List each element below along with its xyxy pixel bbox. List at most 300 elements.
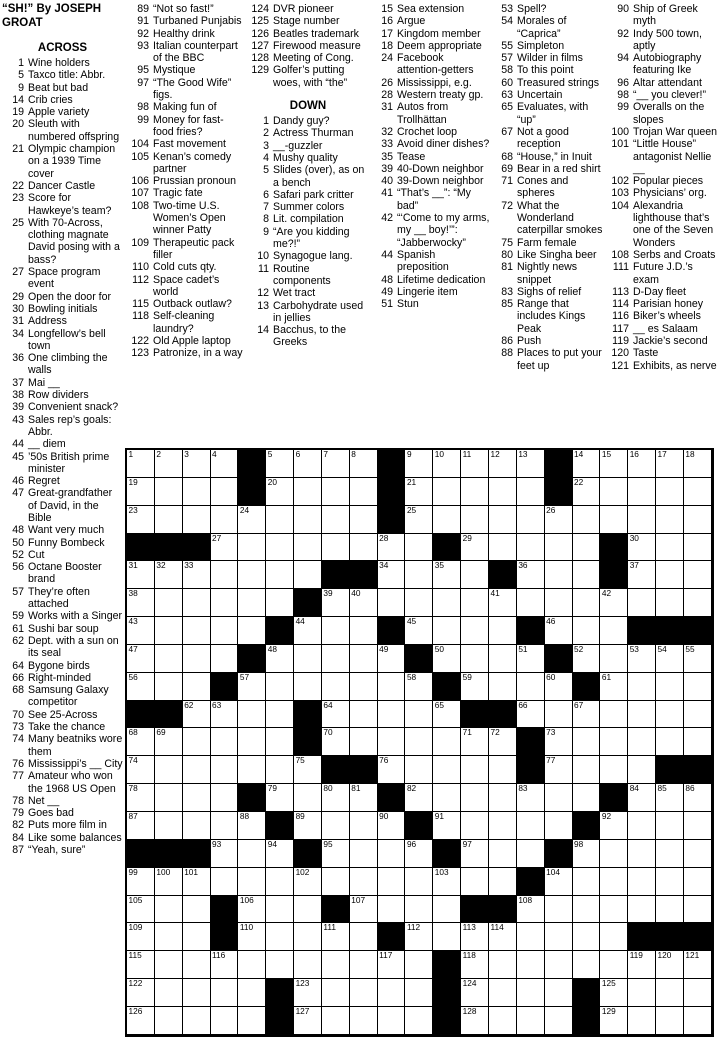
grid-cell[interactable] — [211, 840, 239, 868]
grid-cell[interactable] — [322, 506, 350, 534]
grid-cell[interactable] — [517, 506, 545, 534]
grid-cell[interactable] — [127, 728, 155, 756]
grid-cell[interactable] — [350, 728, 378, 756]
grid-cell[interactable] — [545, 728, 573, 756]
grid-cell[interactable] — [238, 951, 266, 979]
grid-cell[interactable] — [127, 868, 155, 896]
grid-cell[interactable] — [573, 506, 601, 534]
grid-cell[interactable] — [545, 1007, 573, 1035]
grid-cell[interactable] — [322, 1007, 350, 1035]
grid-cell[interactable] — [350, 812, 378, 840]
grid-cell[interactable] — [266, 478, 294, 506]
grid-cell[interactable] — [600, 979, 628, 1007]
grid-cell[interactable] — [155, 1007, 183, 1035]
grid-cell[interactable] — [600, 701, 628, 729]
grid-cell[interactable] — [266, 701, 294, 729]
grid-cell[interactable] — [517, 450, 545, 478]
grid-cell[interactable] — [656, 896, 684, 924]
grid-cell[interactable] — [405, 701, 433, 729]
grid-cell[interactable] — [628, 1007, 656, 1035]
grid-cell[interactable] — [573, 645, 601, 673]
grid-cell[interactable] — [628, 701, 656, 729]
grid-cell[interactable] — [155, 617, 183, 645]
grid-cell[interactable] — [183, 478, 211, 506]
grid-cell[interactable] — [238, 589, 266, 617]
grid-cell[interactable] — [656, 645, 684, 673]
grid-cell[interactable] — [684, 840, 712, 868]
grid-cell[interactable] — [545, 923, 573, 951]
grid-cell[interactable] — [545, 951, 573, 979]
grid-cell[interactable] — [378, 1007, 406, 1035]
grid-cell[interactable] — [600, 478, 628, 506]
grid-cell[interactable] — [294, 784, 322, 812]
grid-cell[interactable] — [573, 478, 601, 506]
grid-cell[interactable] — [628, 979, 656, 1007]
grid-cell[interactable] — [238, 896, 266, 924]
grid-cell[interactable] — [155, 756, 183, 784]
grid-cell[interactable] — [433, 812, 461, 840]
grid-cell[interactable] — [600, 896, 628, 924]
grid-cell[interactable] — [294, 923, 322, 951]
grid-cell[interactable] — [183, 896, 211, 924]
grid-cell[interactable] — [238, 979, 266, 1007]
grid-cell[interactable] — [573, 617, 601, 645]
grid-cell[interactable] — [238, 561, 266, 589]
grid-cell[interactable] — [684, 450, 712, 478]
grid-cell[interactable] — [266, 728, 294, 756]
grid-cell[interactable] — [183, 617, 211, 645]
grid-cell[interactable] — [628, 951, 656, 979]
grid-cell[interactable] — [266, 534, 294, 562]
grid-cell[interactable] — [684, 478, 712, 506]
grid-cell[interactable] — [127, 812, 155, 840]
grid-cell[interactable] — [211, 812, 239, 840]
grid-cell[interactable] — [183, 951, 211, 979]
grid-cell[interactable] — [238, 868, 266, 896]
grid-cell[interactable] — [350, 673, 378, 701]
grid-cell[interactable] — [294, 506, 322, 534]
grid-cell[interactable] — [211, 868, 239, 896]
grid-cell[interactable] — [573, 589, 601, 617]
grid-cell[interactable] — [127, 617, 155, 645]
grid-cell[interactable] — [433, 561, 461, 589]
grid-cell[interactable] — [211, 506, 239, 534]
grid-cell[interactable] — [573, 561, 601, 589]
grid-cell[interactable] — [405, 728, 433, 756]
grid-cell[interactable] — [211, 756, 239, 784]
grid-cell[interactable] — [545, 756, 573, 784]
grid-cell[interactable] — [238, 728, 266, 756]
grid-cell[interactable] — [378, 756, 406, 784]
grid-cell[interactable] — [433, 923, 461, 951]
grid-cell[interactable] — [294, 617, 322, 645]
grid-cell[interactable] — [461, 812, 489, 840]
grid-cell[interactable] — [350, 951, 378, 979]
grid-cell[interactable] — [489, 728, 517, 756]
grid-cell[interactable] — [266, 923, 294, 951]
grid-cell[interactable] — [127, 673, 155, 701]
grid-cell[interactable] — [684, 784, 712, 812]
grid-cell[interactable] — [628, 896, 656, 924]
grid-cell[interactable] — [155, 979, 183, 1007]
grid-cell[interactable] — [545, 534, 573, 562]
grid-cell[interactable] — [294, 951, 322, 979]
grid-cell[interactable] — [183, 812, 211, 840]
grid-cell[interactable] — [517, 1007, 545, 1035]
grid-cell[interactable] — [238, 701, 266, 729]
grid-cell[interactable] — [350, 868, 378, 896]
grid-cell[interactable] — [433, 589, 461, 617]
grid-cell[interactable] — [545, 701, 573, 729]
grid-cell[interactable] — [155, 589, 183, 617]
grid-cell[interactable] — [628, 728, 656, 756]
grid-cell[interactable] — [656, 784, 684, 812]
grid-cell[interactable] — [433, 868, 461, 896]
grid-cell[interactable] — [322, 951, 350, 979]
grid-cell[interactable] — [378, 868, 406, 896]
grid-cell[interactable] — [238, 840, 266, 868]
grid-cell[interactable] — [350, 840, 378, 868]
grid-cell[interactable] — [183, 506, 211, 534]
grid-cell[interactable] — [489, 840, 517, 868]
grid-cell[interactable] — [155, 868, 183, 896]
grid-cell[interactable] — [684, 896, 712, 924]
grid-cell[interactable] — [656, 951, 684, 979]
grid-cell[interactable] — [517, 478, 545, 506]
grid-cell[interactable] — [266, 784, 294, 812]
grid-cell[interactable] — [517, 840, 545, 868]
grid-cell[interactable] — [489, 534, 517, 562]
grid-cell[interactable] — [656, 534, 684, 562]
grid-cell[interactable] — [433, 478, 461, 506]
grid-cell[interactable] — [545, 673, 573, 701]
grid-cell[interactable] — [656, 701, 684, 729]
grid-cell[interactable] — [461, 534, 489, 562]
grid-cell[interactable] — [350, 617, 378, 645]
grid-cell[interactable] — [211, 561, 239, 589]
grid-cell[interactable] — [294, 645, 322, 673]
grid-cell[interactable] — [322, 645, 350, 673]
grid-cell[interactable] — [628, 673, 656, 701]
grid-cell[interactable] — [628, 478, 656, 506]
grid-cell[interactable] — [433, 450, 461, 478]
grid-cell[interactable] — [322, 673, 350, 701]
grid-cell[interactable] — [378, 728, 406, 756]
grid-cell[interactable] — [405, 589, 433, 617]
grid-cell[interactable] — [405, 673, 433, 701]
grid-cell[interactable] — [684, 589, 712, 617]
grid-cell[interactable] — [600, 728, 628, 756]
grid-cell[interactable] — [183, 756, 211, 784]
grid-cell[interactable] — [489, 673, 517, 701]
grid-cell[interactable] — [266, 589, 294, 617]
grid-cell[interactable] — [211, 784, 239, 812]
grid-cell[interactable] — [183, 923, 211, 951]
grid-cell[interactable] — [461, 673, 489, 701]
grid-cell[interactable] — [517, 701, 545, 729]
grid-cell[interactable] — [238, 923, 266, 951]
grid-cell[interactable] — [183, 979, 211, 1007]
grid-cell[interactable] — [238, 812, 266, 840]
grid-cell[interactable] — [600, 756, 628, 784]
grid-cell[interactable] — [322, 979, 350, 1007]
grid-cell[interactable] — [378, 534, 406, 562]
grid-cell[interactable] — [628, 506, 656, 534]
grid-cell[interactable] — [155, 923, 183, 951]
grid-cell[interactable] — [489, 812, 517, 840]
grid-cell[interactable] — [600, 812, 628, 840]
grid-cell[interactable] — [489, 923, 517, 951]
grid-cell[interactable] — [628, 534, 656, 562]
grid-cell[interactable] — [489, 589, 517, 617]
grid-cell[interactable] — [350, 701, 378, 729]
grid-cell[interactable] — [405, 450, 433, 478]
grid-cell[interactable] — [350, 589, 378, 617]
grid-cell[interactable] — [461, 728, 489, 756]
grid-cell[interactable] — [378, 840, 406, 868]
grid-cell[interactable] — [183, 450, 211, 478]
grid-cell[interactable] — [211, 534, 239, 562]
grid-cell[interactable] — [545, 868, 573, 896]
grid-cell[interactable] — [489, 506, 517, 534]
grid-cell[interactable] — [238, 673, 266, 701]
grid-cell[interactable] — [656, 812, 684, 840]
grid-cell[interactable] — [211, 1007, 239, 1035]
grid-cell[interactable] — [405, 979, 433, 1007]
grid-cell[interactable] — [238, 617, 266, 645]
grid-cell[interactable] — [322, 728, 350, 756]
grid-cell[interactable] — [405, 617, 433, 645]
grid-cell[interactable] — [294, 450, 322, 478]
grid-cell[interactable] — [378, 561, 406, 589]
grid-cell[interactable] — [517, 896, 545, 924]
grid-cell[interactable] — [211, 645, 239, 673]
grid-cell[interactable] — [294, 534, 322, 562]
grid-cell[interactable] — [127, 645, 155, 673]
grid-cell[interactable] — [600, 645, 628, 673]
grid-cell[interactable] — [684, 701, 712, 729]
grid-cell[interactable] — [684, 812, 712, 840]
grid-cell[interactable] — [155, 896, 183, 924]
grid-cell[interactable] — [489, 645, 517, 673]
grid-cell[interactable] — [183, 673, 211, 701]
grid-cell[interactable] — [127, 896, 155, 924]
grid-cell[interactable] — [684, 673, 712, 701]
grid-cell[interactable] — [573, 701, 601, 729]
grid-cell[interactable] — [405, 951, 433, 979]
grid-cell[interactable] — [573, 756, 601, 784]
grid-cell[interactable] — [628, 589, 656, 617]
grid-cell[interactable] — [600, 951, 628, 979]
grid-cell[interactable] — [238, 1007, 266, 1035]
grid-cell[interactable] — [628, 450, 656, 478]
grid-cell[interactable] — [350, 979, 378, 1007]
grid-cell[interactable] — [155, 506, 183, 534]
grid-cell[interactable] — [350, 450, 378, 478]
grid-cell[interactable] — [600, 1007, 628, 1035]
grid-cell[interactable] — [155, 812, 183, 840]
grid-cell[interactable] — [127, 1007, 155, 1035]
grid-cell[interactable] — [461, 756, 489, 784]
grid-cell[interactable] — [294, 1007, 322, 1035]
grid-cell[interactable] — [322, 450, 350, 478]
grid-cell[interactable] — [127, 756, 155, 784]
grid-cell[interactable] — [350, 506, 378, 534]
grid-cell[interactable] — [600, 868, 628, 896]
grid-cell[interactable] — [266, 868, 294, 896]
grid-cell[interactable] — [127, 561, 155, 589]
grid-cell[interactable] — [461, 561, 489, 589]
grid-cell[interactable] — [684, 1007, 712, 1035]
grid-cell[interactable] — [600, 589, 628, 617]
grid-cell[interactable] — [127, 951, 155, 979]
grid-cell[interactable] — [322, 589, 350, 617]
grid-cell[interactable] — [155, 784, 183, 812]
grid-cell[interactable] — [322, 701, 350, 729]
grid-cell[interactable] — [238, 506, 266, 534]
grid-cell[interactable] — [322, 617, 350, 645]
grid-cell[interactable] — [155, 728, 183, 756]
grid-cell[interactable] — [489, 1007, 517, 1035]
grid-cell[interactable] — [600, 673, 628, 701]
grid-cell[interactable] — [350, 478, 378, 506]
grid-cell[interactable] — [405, 756, 433, 784]
grid-cell[interactable] — [294, 868, 322, 896]
grid-cell[interactable] — [684, 979, 712, 1007]
grid-cell[interactable] — [517, 812, 545, 840]
grid-cell[interactable] — [378, 589, 406, 617]
grid-cell[interactable] — [350, 534, 378, 562]
grid-cell[interactable] — [461, 784, 489, 812]
grid-cell[interactable] — [266, 673, 294, 701]
grid-cell[interactable] — [684, 951, 712, 979]
grid-cell[interactable] — [489, 868, 517, 896]
grid-cell[interactable] — [573, 840, 601, 868]
grid-cell[interactable] — [545, 589, 573, 617]
grid-cell[interactable] — [461, 589, 489, 617]
grid-cell[interactable] — [211, 701, 239, 729]
grid-cell[interactable] — [573, 450, 601, 478]
grid-cell[interactable] — [461, 450, 489, 478]
grid-cell[interactable] — [433, 896, 461, 924]
grid-cell[interactable] — [266, 450, 294, 478]
grid-cell[interactable] — [322, 868, 350, 896]
grid-cell[interactable] — [461, 979, 489, 1007]
grid-cell[interactable] — [489, 617, 517, 645]
grid-cell[interactable] — [405, 868, 433, 896]
grid-cell[interactable] — [183, 645, 211, 673]
grid-cell[interactable] — [517, 923, 545, 951]
grid-cell[interactable] — [211, 478, 239, 506]
grid-cell[interactable] — [405, 840, 433, 868]
grid-cell[interactable] — [294, 756, 322, 784]
grid-cell[interactable] — [461, 506, 489, 534]
grid-cell[interactable] — [573, 951, 601, 979]
grid-cell[interactable] — [489, 951, 517, 979]
grid-cell[interactable] — [294, 896, 322, 924]
grid-cell[interactable] — [600, 450, 628, 478]
grid-cell[interactable] — [405, 561, 433, 589]
grid-cell[interactable] — [127, 450, 155, 478]
grid-cell[interactable] — [378, 979, 406, 1007]
grid-cell[interactable] — [628, 645, 656, 673]
grid-cell[interactable] — [656, 589, 684, 617]
grid-cell[interactable] — [545, 979, 573, 1007]
grid-cell[interactable] — [517, 534, 545, 562]
grid-cell[interactable] — [405, 534, 433, 562]
grid-cell[interactable] — [461, 868, 489, 896]
grid-cell[interactable] — [211, 979, 239, 1007]
grid-cell[interactable] — [573, 923, 601, 951]
grid-cell[interactable] — [573, 534, 601, 562]
grid-cell[interactable] — [600, 506, 628, 534]
grid-cell[interactable] — [266, 506, 294, 534]
grid-cell[interactable] — [127, 478, 155, 506]
grid-cell[interactable] — [573, 728, 601, 756]
grid-cell[interactable] — [433, 756, 461, 784]
grid-cell[interactable] — [211, 728, 239, 756]
grid-cell[interactable] — [517, 645, 545, 673]
grid-cell[interactable] — [322, 784, 350, 812]
grid-cell[interactable] — [405, 478, 433, 506]
grid-cell[interactable] — [517, 979, 545, 1007]
grid-cell[interactable] — [461, 645, 489, 673]
grid-cell[interactable] — [628, 868, 656, 896]
grid-cell[interactable] — [545, 561, 573, 589]
grid-cell[interactable] — [461, 923, 489, 951]
grid-cell[interactable] — [266, 840, 294, 868]
grid-cell[interactable] — [433, 784, 461, 812]
grid-cell[interactable] — [461, 478, 489, 506]
grid-cell[interactable] — [350, 896, 378, 924]
grid-cell[interactable] — [545, 896, 573, 924]
grid-cell[interactable] — [684, 728, 712, 756]
grid-cell[interactable] — [405, 784, 433, 812]
grid-cell[interactable] — [573, 868, 601, 896]
grid-cell[interactable] — [127, 979, 155, 1007]
grid-cell[interactable] — [155, 450, 183, 478]
grid-cell[interactable] — [433, 506, 461, 534]
grid-cell[interactable] — [656, 673, 684, 701]
grid-cell[interactable] — [183, 728, 211, 756]
grid-cell[interactable] — [183, 784, 211, 812]
grid-cell[interactable] — [183, 589, 211, 617]
grid-cell[interactable] — [155, 951, 183, 979]
grid-cell[interactable] — [545, 784, 573, 812]
grid-cell[interactable] — [656, 561, 684, 589]
grid-cell[interactable] — [155, 478, 183, 506]
grid-cell[interactable] — [656, 506, 684, 534]
grid-cell[interactable] — [545, 617, 573, 645]
grid-cell[interactable] — [294, 812, 322, 840]
grid-cell[interactable] — [378, 645, 406, 673]
grid-cell[interactable] — [517, 784, 545, 812]
grid-cell[interactable] — [461, 1007, 489, 1035]
grid-cell[interactable] — [322, 923, 350, 951]
grid-cell[interactable] — [433, 728, 461, 756]
grid-cell[interactable] — [155, 561, 183, 589]
grid-cell[interactable] — [656, 979, 684, 1007]
grid-cell[interactable] — [127, 784, 155, 812]
grid-cell[interactable] — [155, 673, 183, 701]
grid-cell[interactable] — [684, 561, 712, 589]
grid-cell[interactable] — [489, 756, 517, 784]
grid-cell[interactable] — [378, 896, 406, 924]
grid-cell[interactable] — [350, 923, 378, 951]
grid-cell[interactable] — [684, 534, 712, 562]
grid-cell[interactable] — [266, 561, 294, 589]
grid-cell[interactable] — [294, 979, 322, 1007]
